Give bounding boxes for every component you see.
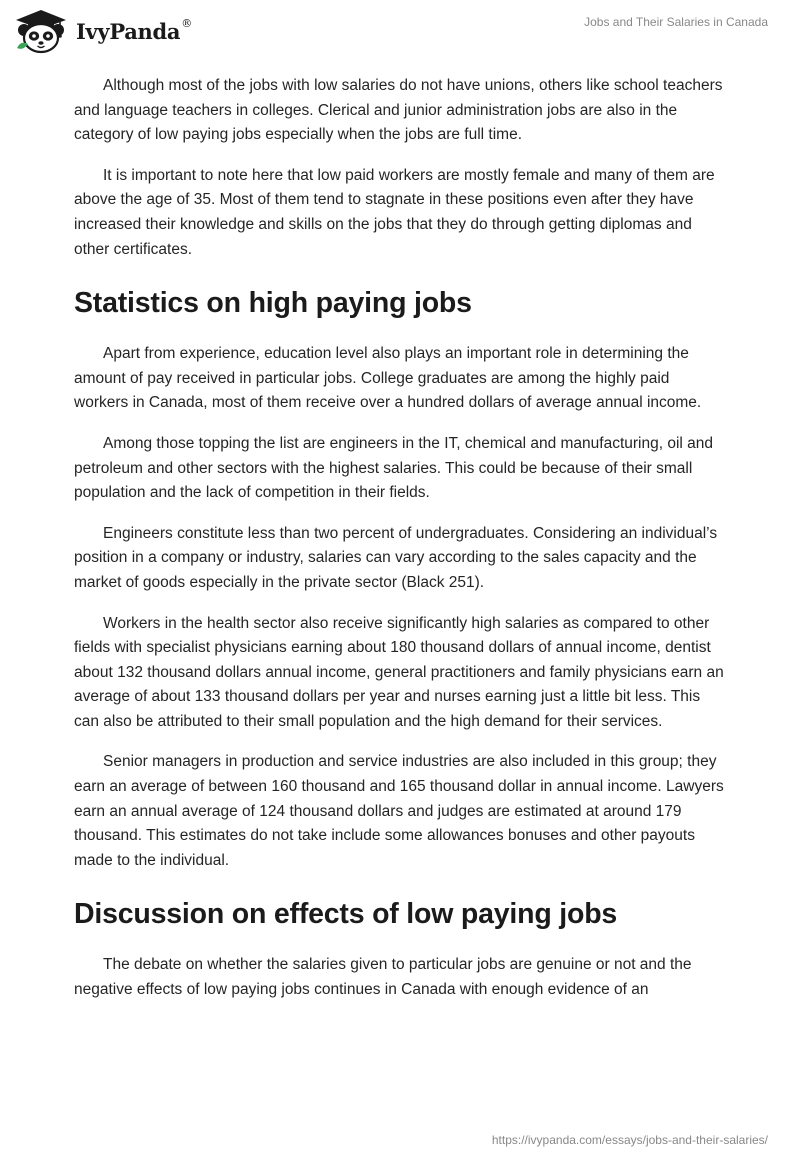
paragraph-6: Workers in the health sector also receive significantly high salaries as compared to other fields with specialist physicians earning about 180 thousand dollars of annual income, dentist about 132 thousand dollars annual income, general practitioners and family physicians earn an average of about 133 thousand dollars per year and nurses earning just a little bit less. This can also be attributed to their small population and the high demand for their services. (74, 614, 724, 730)
page-header (0, 0, 800, 70)
paragraph-7: Senior managers in production and service industries are also included in this group; they earn an average of between 160 thousand and 165 thousand dollar in annual income. Lawyers earn an annual average of 124 thousand dollars and judges are estimated at around 179 thousand. This estimates do not take include some allowances bonuses and other payouts made to the individual. (74, 753, 724, 869)
paragraph-2: It is important to note here that low paid workers are mostly female and many of them are above the age of 35. Most of them tend to stagnate in these positions even after they have increased their knowledge and skills on the jobs that they do through getting diplomas and other certificates. (74, 166, 715, 258)
paragraph-8: The debate on whether the salaries given to particular jobs are genuine or not and the negative effects of low paying jobs continues in Canada with enough evidence of an (74, 956, 692, 999)
paragraph-3: Apart from experience, education level also plays an important role in determining the amount of pay received in particular jobs. College graduates are among the highly paid workers in Canada, most of them receive over a hundred dollars of average annual income. (74, 345, 702, 412)
paragraph-4: Among those topping the list are engineers in the IT, chemical and manufacturing, oil and petroleum and other sectors with the highest salaries. This could be because of their small population and the lack of competition in their fields. (74, 434, 714, 502)
paragraph-5: Engineers constitute less than two percent of undergraduates. Considering an individual’s position in a company or industry, salaries can vary according to the sales capacity and the market of goods especially in the private sector (Black 251). (74, 524, 718, 591)
section-heading-high-paying-jobs: Statistics on high paying jobs (74, 287, 472, 320)
panda-graduate-icon (14, 8, 68, 54)
paragraph-1: Although most of the jobs with low salaries do not have unions, others like school teachers and language teachers in colleges. Clerical and junior administration jobs are also in the category of low paying jobs especially when the jobs are full time. (74, 77, 723, 144)
source-url[interactable]: https://ivypanda.com/essays/jobs-and-their-salaries/ (491, 1133, 768, 1147)
brand-name: IvyPanda® (76, 16, 192, 44)
ivypanda-logo[interactable] (14, 8, 192, 54)
registered-mark: ® (181, 16, 192, 30)
article-body (74, 74, 724, 1019)
section-heading-low-paying-effects: Discussion on effects of low paying jobs (74, 898, 618, 931)
document-title: Jobs and Their Salaries in Canada (584, 15, 768, 29)
